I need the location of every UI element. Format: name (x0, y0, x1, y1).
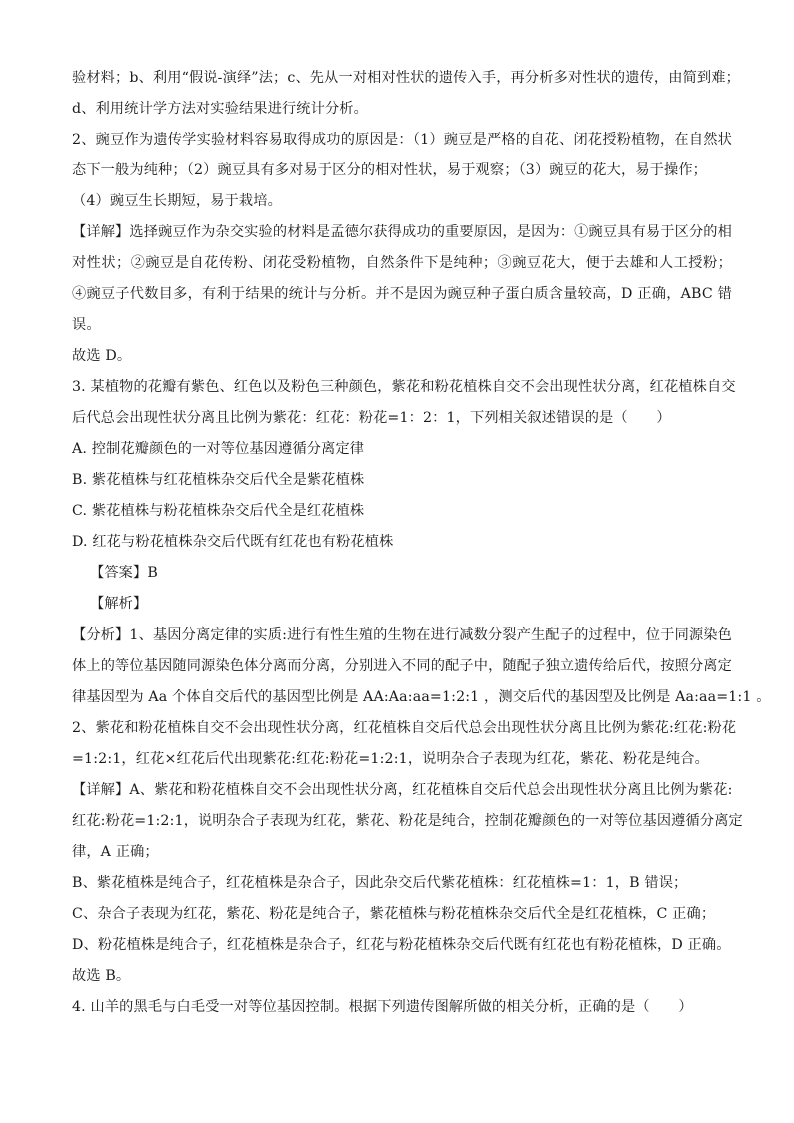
text-line: 红花:粉花=1:2:1，说明杂合子表现为红花，紫花、粉花是纯合，控制花瓣颜色的一对等位基因遵循分离定 (72, 813, 743, 829)
text-line: 【分析】1、基因分离定律的实质:进行有性生殖的生物在进行减数分裂产生配子的过程中，位于同源染色 (72, 627, 732, 643)
text-line: 对性状；②豌豆是自花传粉、闭花受粉植物，自然条件下是纯种；③豌豆花大，便于去雄和人工授粉； (72, 255, 732, 271)
text-line: =1:2:1，红花×红花后代出现紫花:红花:粉花=1:2:1，说明杂合子表现为红花，紫花、粉花是纯合。 (72, 751, 709, 767)
option-c: C. 紫花植株与粉花植株杂交后代全是红花植株 (72, 503, 365, 519)
text-line: B、紫花植株是纯合子，红花植株是杂合子，因此杂交后代紫花植株：红花植株=1：1，B 错误； (72, 875, 688, 891)
text-line: 2、紫花和粉花植株自交不会出现性状分离，红花植株自交后代总会出现性状分离且比例为紫花:红花:粉花 (72, 720, 737, 736)
text-line: 故选 B。 (72, 968, 131, 984)
question-3-stem: 后代总会出现性状分离且比例为紫花：红花：粉花=1：2：1，下列相关叙述错误的是（ ） (72, 410, 671, 426)
option-b: B. 紫花植株与红花植株杂交后代全是紫花植株 (72, 472, 365, 488)
option-a: A. 控制花瓣颜色的一对等位基因遵循分离定律 (72, 441, 365, 457)
text-line: 验材料；b、利用“假说-演绎”法；c、先从一对相对性状的遗传入手，再分析多对性状的遗传，由简到难； (72, 70, 740, 86)
text-line: D、粉花植株是纯合子，红花植株是杂合子，红花与粉花植株杂交后代既有红花也有粉花植株，D 正确。 (72, 937, 731, 953)
option-d: D. 红花与粉花植株杂交后代既有红花也有粉花植株 (72, 534, 394, 550)
text-line: （4）豌豆生长期短，易于栽培。 (72, 193, 282, 209)
text-line: 体上的等位基因随同源染色体分离而分离，分别进入不同的配子中，随配子独立遗传给后代，按照分离定 (72, 658, 732, 674)
answer-label: 【答案】B (90, 565, 158, 581)
text-line: 律，A 正确； (72, 844, 159, 860)
text-line: C、杂合子表现为红花，紫花、粉花是纯合子，紫花植株与粉花植株杂交后代全是红花植株，C 正确； (72, 906, 716, 922)
text-line: d、利用统计学方法对实验结果进行统计分析。 (72, 101, 368, 117)
text-line: 律基因型为 Aa 个体自交后代的基因型比例是 AA:Aa:aa=1:2:1 ，测交后代的基因型及比例是 Aa:aa=1:1 。 (72, 689, 771, 705)
text-line: 误。 (72, 317, 101, 333)
question-3-stem: 3. 某植物的花瓣有紫色、红色以及粉色三种颜色，紫花和粉花植株自交不会出现性状分离，红花植株自交 (72, 379, 736, 395)
text-line: 【详解】选择豌豆作为杂交实验的材料是孟德尔获得成功的重要原因，是因为：①豌豆具有易于区分的相 (72, 224, 732, 240)
analysis-heading: 【解析】 (90, 596, 148, 612)
text-line: 态下一般为纯种；（2）豌豆具有多对易于区分的相对性状，易于观察；（3）豌豆的花大，易于操作； (72, 162, 708, 178)
text-line: 故选 D。 (72, 348, 132, 364)
text-line: 2、豌豆作为遗传学实验材料容易取得成功的原因是：（1）豌豆是严格的自花、闭花授粉植物，在自然状 (72, 132, 732, 148)
text-line: ④豌豆子代数目多，有利于结果的统计与分析。并不是因为豌豆种子蛋白质含量较高，D 正确，ABC 错 (72, 286, 732, 302)
text-line: 【详解】A、紫花和粉花植株自交不会出现性状分离，红花植株自交后代总会出现性状分离且比例为紫花: (72, 782, 733, 798)
question-4-stem: 4. 山羊的黑毛与白毛受一对等位基因控制。根据下列遗传图解所做的相关分析，正确的是（ ） (72, 999, 693, 1015)
